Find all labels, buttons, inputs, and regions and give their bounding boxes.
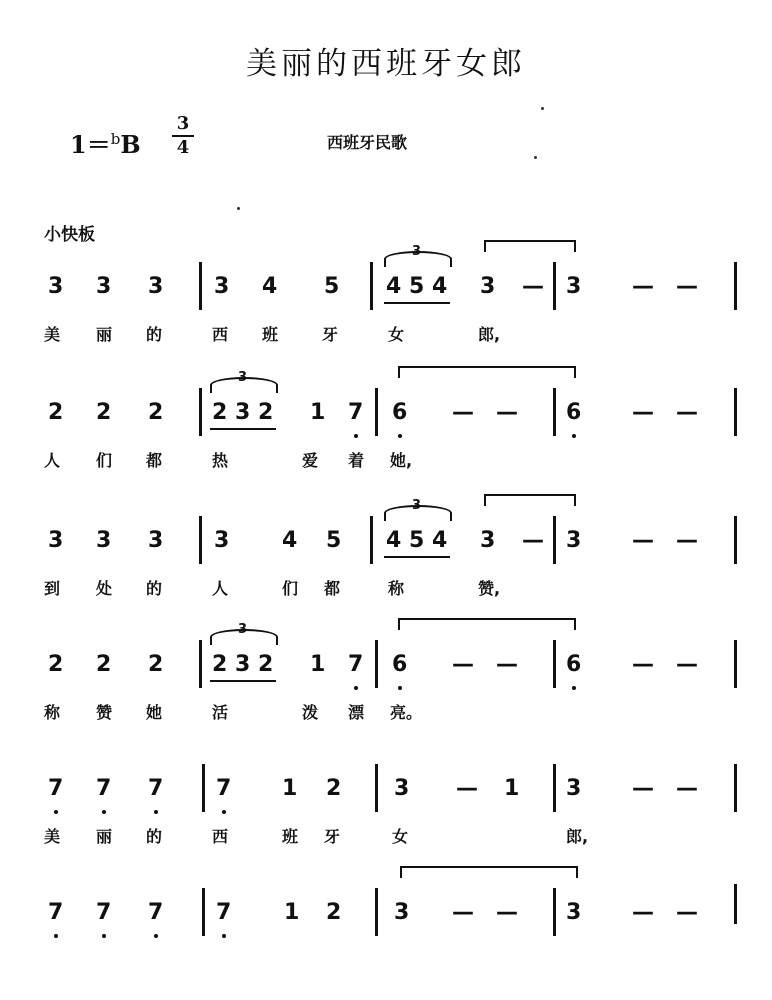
note: 3	[148, 274, 164, 299]
note: 6	[566, 400, 582, 425]
lyric: 人	[44, 451, 61, 470]
triplet-number: 3	[238, 622, 248, 637]
dash: —	[632, 274, 654, 299]
lyric: 郎,	[478, 325, 501, 344]
dash: —	[496, 652, 518, 677]
barline	[202, 888, 205, 936]
low-octave-dot	[572, 686, 576, 690]
barline	[375, 388, 378, 436]
lyric: 郎,	[566, 827, 589, 846]
note: 4	[262, 274, 278, 299]
lyric: 赞,	[478, 579, 501, 598]
low-octave-dot	[154, 934, 158, 938]
note: 3	[214, 528, 230, 553]
note: 3	[480, 274, 496, 299]
paper-speck	[534, 156, 537, 159]
note: 7	[148, 776, 164, 801]
note: 2	[212, 652, 228, 677]
lyric: 牙	[322, 325, 339, 344]
note: 2	[212, 400, 228, 425]
lyric: 到	[44, 579, 61, 598]
lyric: 的	[146, 827, 163, 846]
note: 2	[48, 652, 64, 677]
low-octave-dot	[102, 810, 106, 814]
note: 1	[284, 900, 300, 925]
note: 7	[216, 776, 232, 801]
note: 7	[216, 900, 232, 925]
tempo-marking: 小快板	[44, 225, 95, 245]
dash: —	[452, 900, 474, 925]
lyric: 活	[212, 703, 229, 722]
dash: —	[456, 776, 478, 801]
note: 6	[392, 652, 408, 677]
dash: —	[496, 900, 518, 925]
system-1	[0, 244, 772, 374]
low-octave-dot	[354, 686, 358, 690]
beam-underline	[210, 680, 276, 682]
barline	[734, 262, 737, 310]
tie-bracket	[398, 366, 576, 378]
note: 5	[326, 528, 342, 553]
lyric: 称	[388, 579, 405, 598]
low-octave-dot	[398, 434, 402, 438]
lyric: 漂	[348, 703, 365, 722]
note: 2	[48, 400, 64, 425]
system-3	[0, 498, 772, 628]
low-octave-dot	[54, 810, 58, 814]
lyric: 赞	[96, 703, 113, 722]
lyric: 美	[44, 325, 61, 344]
barline	[370, 516, 373, 564]
lyric: 班	[262, 325, 279, 344]
lyric: 都	[146, 451, 163, 470]
dash: —	[676, 900, 698, 925]
barline	[375, 764, 378, 812]
dash: —	[496, 400, 518, 425]
low-octave-dot	[222, 934, 226, 938]
note: 3	[214, 274, 230, 299]
system-4	[0, 622, 772, 752]
note: 2	[148, 400, 164, 425]
note: 1	[282, 776, 298, 801]
lyric: 着	[348, 451, 365, 470]
lyric: 爱	[302, 451, 319, 470]
note: 4	[432, 528, 448, 553]
barline	[553, 388, 556, 436]
barline	[734, 516, 737, 564]
note: 3	[394, 776, 410, 801]
beam-underline	[384, 302, 450, 304]
lyric: 人	[212, 579, 229, 598]
note: 4	[432, 274, 448, 299]
key-note: B	[120, 130, 141, 159]
dash: —	[676, 528, 698, 553]
tie-bracket	[484, 240, 576, 252]
note: 5	[409, 528, 425, 553]
song-title: 美丽的西班牙女郎	[246, 46, 526, 82]
note: 2	[326, 776, 342, 801]
barline	[375, 888, 378, 936]
barline	[553, 764, 556, 812]
note: 2	[258, 400, 274, 425]
note: 7	[48, 900, 64, 925]
note: 2	[96, 400, 112, 425]
low-octave-dot	[54, 934, 58, 938]
lyric: 们	[282, 579, 299, 598]
note: 3	[48, 528, 64, 553]
lyric: 女	[392, 827, 409, 846]
barline	[199, 516, 202, 564]
note: 3	[235, 400, 251, 425]
lyric: 她,	[390, 451, 413, 470]
barline	[202, 764, 205, 812]
barline	[199, 262, 202, 310]
lyric: 丽	[96, 827, 113, 846]
note: 5	[409, 274, 425, 299]
paper-speck	[541, 107, 544, 110]
triplet-number: 3	[238, 370, 248, 385]
time-signature	[172, 114, 194, 158]
note: 2	[326, 900, 342, 925]
note: 3	[566, 274, 582, 299]
note: 6	[392, 400, 408, 425]
dash: —	[452, 400, 474, 425]
system-2	[0, 370, 772, 500]
barline	[375, 640, 378, 688]
note: 7	[348, 652, 364, 677]
lyric: 热	[212, 451, 229, 470]
time-top: 3	[176, 113, 190, 134]
dash: —	[632, 528, 654, 553]
note: 2	[96, 652, 112, 677]
barline	[553, 888, 556, 936]
note: 4	[386, 528, 402, 553]
barline	[734, 388, 737, 436]
note: 3	[480, 528, 496, 553]
dash: —	[632, 652, 654, 677]
dash: —	[522, 274, 544, 299]
dash: —	[522, 528, 544, 553]
barline	[734, 640, 737, 688]
lyric: 泼	[302, 703, 319, 722]
note: 3	[566, 528, 582, 553]
low-octave-dot	[102, 934, 106, 938]
time-bottom: 4	[176, 137, 190, 158]
note: 7	[148, 900, 164, 925]
lyric: 称	[44, 703, 61, 722]
note: 3	[148, 528, 164, 553]
dash: —	[632, 900, 654, 925]
lyric: 牙	[324, 827, 341, 846]
note: 4	[282, 528, 298, 553]
lyric: 处	[96, 579, 113, 598]
dash: —	[676, 400, 698, 425]
lyric: 西	[212, 325, 229, 344]
note: 2	[258, 652, 274, 677]
lyric: 班	[282, 827, 299, 846]
dash: —	[632, 400, 654, 425]
note: 1	[310, 400, 326, 425]
note: 7	[96, 776, 112, 801]
lyric: 她	[146, 703, 163, 722]
lyric: 丽	[96, 325, 113, 344]
lyric: 美	[44, 827, 61, 846]
note: 7	[48, 776, 64, 801]
dash: —	[632, 776, 654, 801]
dash: —	[676, 652, 698, 677]
note: 7	[348, 400, 364, 425]
lyric: 们	[96, 451, 113, 470]
key-prefix: 1＝	[70, 130, 111, 159]
triplet-number: 3	[412, 498, 422, 513]
beam-underline	[384, 556, 450, 558]
barline	[553, 640, 556, 688]
dash: —	[676, 776, 698, 801]
beam-underline	[210, 428, 276, 430]
song-origin: 西班牙民歌	[327, 133, 408, 152]
note: 3	[235, 652, 251, 677]
note: 3	[96, 528, 112, 553]
lyric: 西	[212, 827, 229, 846]
lyric: 女	[388, 325, 405, 344]
system-6	[0, 900, 772, 1000]
note: 7	[96, 900, 112, 925]
low-octave-dot	[222, 810, 226, 814]
paper-speck	[237, 207, 240, 210]
low-octave-dot	[354, 434, 358, 438]
tie-bracket	[398, 618, 576, 630]
barline	[553, 516, 556, 564]
barline	[199, 388, 202, 436]
note: 6	[566, 652, 582, 677]
note: 2	[148, 652, 164, 677]
flat-sign: b	[110, 130, 121, 148]
barline	[199, 640, 202, 688]
low-octave-dot	[154, 810, 158, 814]
note: 3	[394, 900, 410, 925]
note: 3	[566, 900, 582, 925]
barline	[734, 764, 737, 812]
note: 4	[386, 274, 402, 299]
tie-bracket	[484, 494, 576, 506]
note: 3	[566, 776, 582, 801]
barline	[370, 262, 373, 310]
triplet-number: 3	[412, 244, 422, 259]
lyric: 亮。	[390, 703, 423, 722]
low-octave-dot	[398, 686, 402, 690]
dash: —	[676, 274, 698, 299]
barline	[734, 884, 737, 924]
note: 5	[324, 274, 340, 299]
note: 1	[310, 652, 326, 677]
barline	[553, 262, 556, 310]
lyric: 的	[146, 325, 163, 344]
lyric: 都	[324, 579, 341, 598]
note: 1	[504, 776, 520, 801]
tie-bracket	[400, 866, 578, 878]
note: 3	[96, 274, 112, 299]
note: 3	[48, 274, 64, 299]
dash: —	[452, 652, 474, 677]
key-signature	[70, 125, 141, 160]
low-octave-dot	[572, 434, 576, 438]
lyric: 的	[146, 579, 163, 598]
system-5	[0, 776, 772, 876]
